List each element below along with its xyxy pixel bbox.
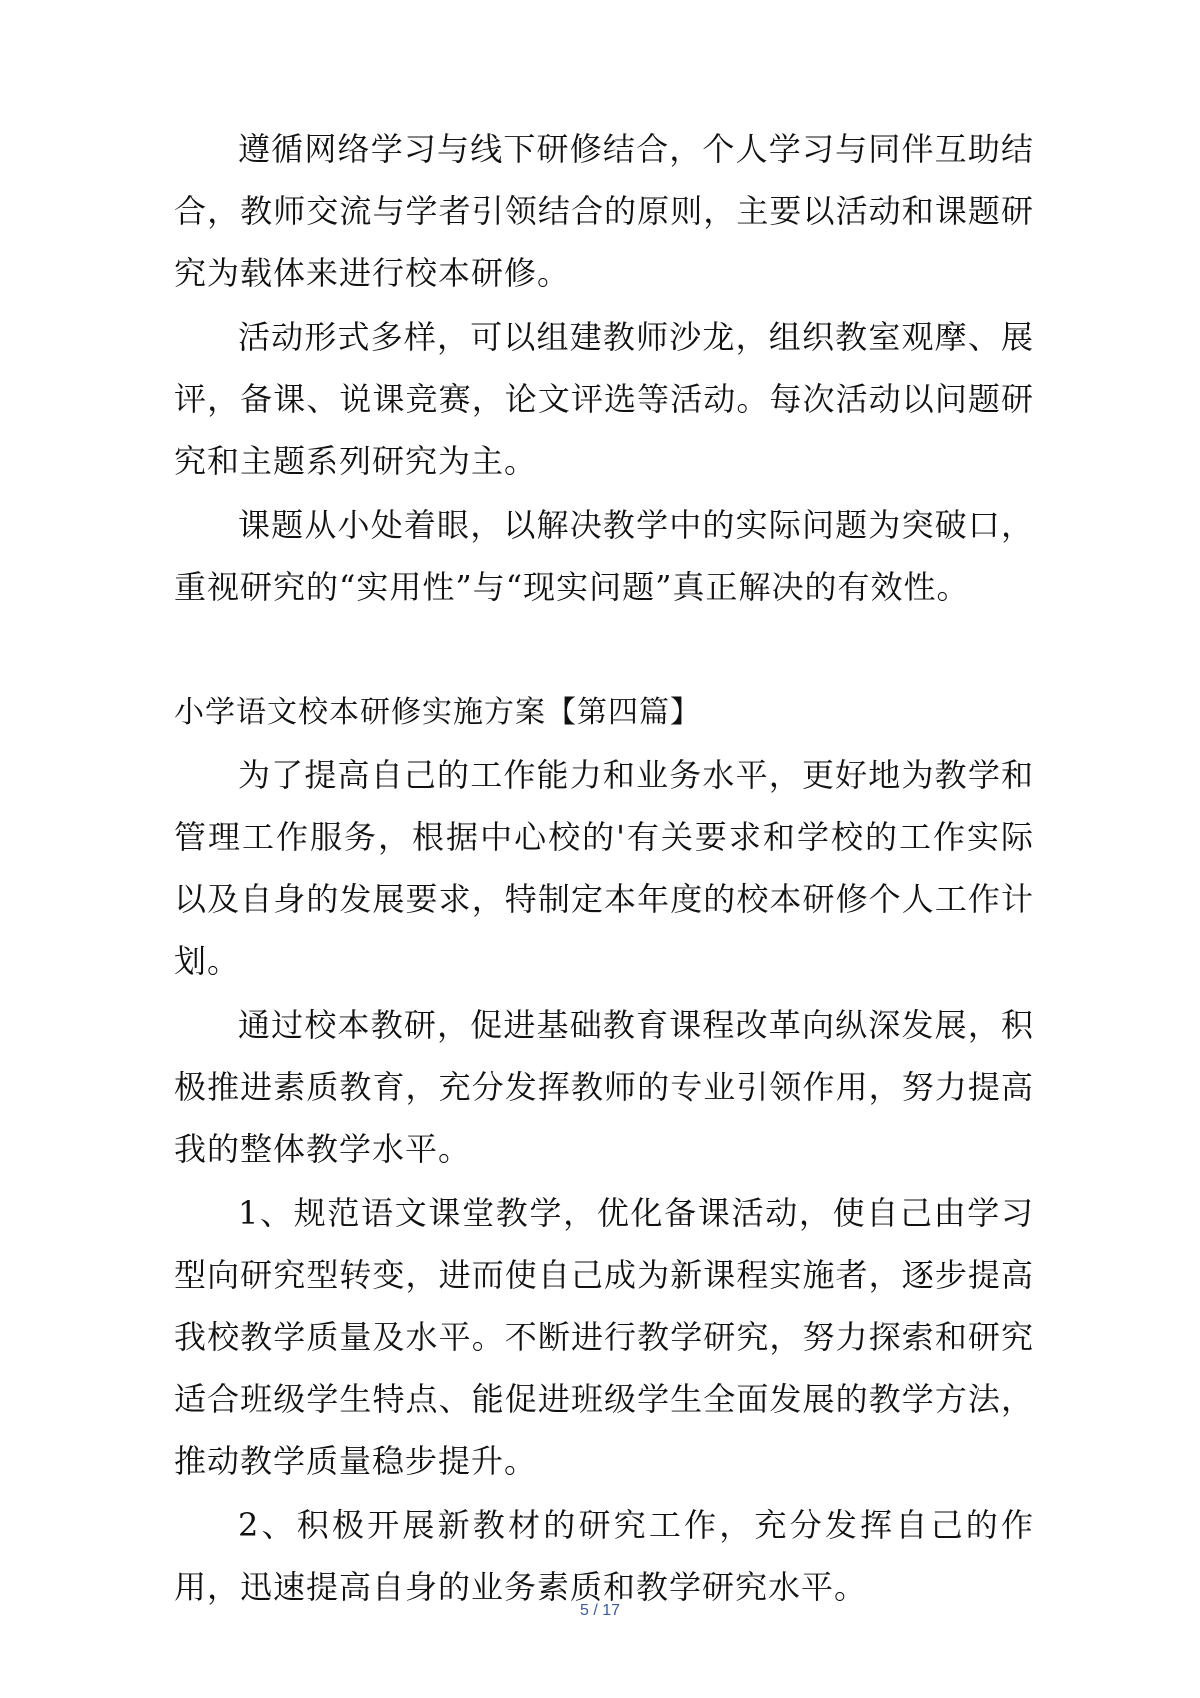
paragraph: 为了提高自己的工作能力和业务水平，更好地为教学和管理工作服务，根据中心校的'有关要求和学校的工作实际以及自身的发展要求，特制定本年度的校本研修个人工作计划。 [174,756,1034,980]
section-heading: 小学语文校本研修实施方案【第四篇】 [174,695,701,730]
page-number: 5 / 17 [579,1602,621,1619]
paragraph: 课题从小处着眼，以解决教学中的实际问题为突破口，重视研究的“实用性”与“现实问题”真正解决的有效性。 [174,506,1034,606]
paragraph: 活动形式多样，可以组建教师沙龙，组织教室观摩、展评，备课、说课竞赛，论文评选等活动。每次活动以问题研究和主题系列研究为主。 [174,318,1034,480]
paragraph: 2、积极开展新教材的研究工作，充分发挥自己的作用，迅速提高自身的业务素质和教学研究水平。 [174,1506,1034,1606]
paragraph: 遵循网络学习与线下研修结合，个人学习与同伴互助结合，教师交流与学者引领结合的原则，主要以活动和课题研究为载体来进行校本研修。 [174,130,1034,292]
paragraph: 通过校本教研，促进基础教育课程改革向纵深发展，积极推进素质教育，充分发挥教师的专业引领作用，努力提高我的整体教学水平。 [174,1006,1034,1168]
document-body [174,118,1034,1620]
paragraph: 1、规范语文课堂教学，优化备课活动，使自己由学习型向研究型转变，进而使自己成为新课程实施者，逐步提高我校教学质量及水平。不断进行教学研究，努力探索和研究适合班级学生特点、能促进班级学生全面发展的教学方法，推动教学质量稳步提升。 [174,1194,1034,1480]
